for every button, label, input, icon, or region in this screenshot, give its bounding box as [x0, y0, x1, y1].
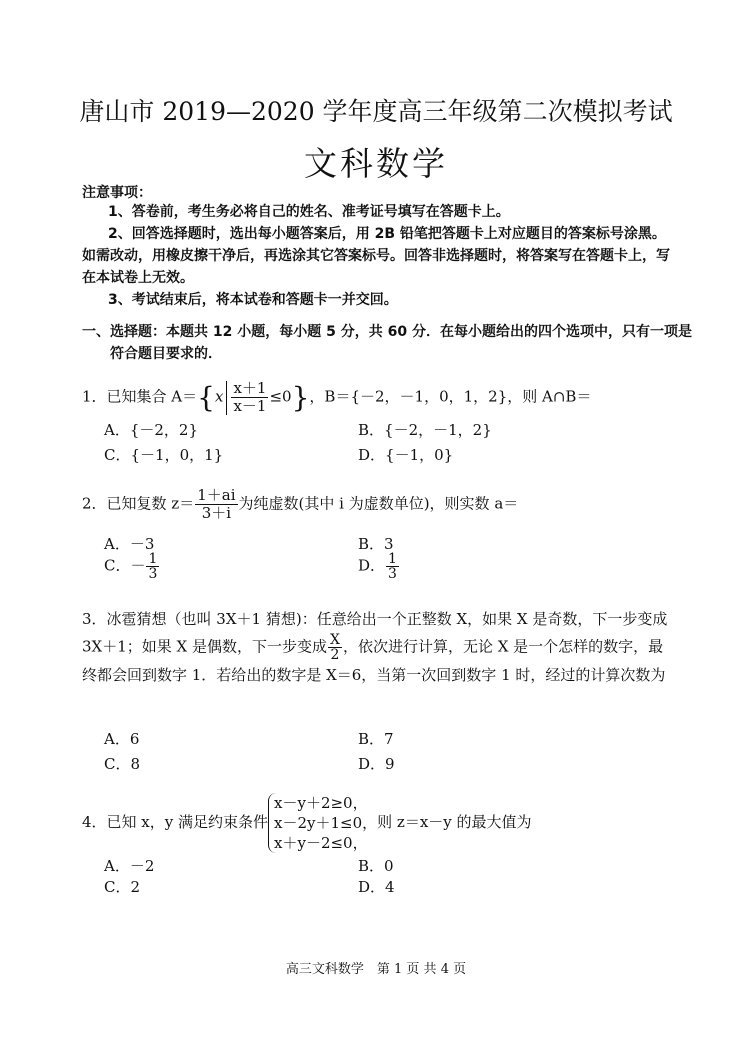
- q4-option-d: D．4: [358, 878, 395, 896]
- q1-frac-num: x＋1: [233, 379, 267, 397]
- q3-text-part2: ，依次进行计算，无论 X 是一个怎样的数字，最终都会回到数字 1．若给出的数字是 X＝6，当第一次回到数字 1 时，经过的计算次数为: [82, 637, 666, 684]
- q1-option-b: B．{－2，－1，2}: [358, 421, 492, 439]
- q2-fraction: [195, 487, 237, 522]
- q2-option-c-den: 3: [148, 566, 158, 582]
- q1-suffix: ，B＝{－2，－1，0，1，2}，则 A∩B＝: [309, 387, 592, 406]
- q4-constraint-2: x－2y＋1≤0，: [274, 814, 378, 832]
- q1-fraction: [231, 380, 268, 415]
- q1-set-var: x: [214, 387, 224, 406]
- q1-right-brace: }: [291, 381, 310, 414]
- q2-option-a: A．－3: [104, 535, 155, 553]
- q4-option-a: A．－2: [104, 857, 155, 875]
- q2-option-d-den: 3: [388, 566, 397, 582]
- q1-left-brace: {: [197, 381, 215, 414]
- q4-prefix: 4．已知 x，y 满足约束条件: [82, 813, 269, 831]
- q1-frac-den: x－1: [233, 397, 267, 415]
- question-4: [82, 793, 532, 853]
- q2-option-d-label: D．: [358, 556, 386, 575]
- q4-option-b: B．0: [358, 857, 394, 875]
- q2-option-c-label: C．－: [104, 556, 146, 575]
- q2-option-c-num: 1: [148, 551, 158, 567]
- q3-fraction: [328, 633, 342, 662]
- q4-constraint-3: x＋y－2≤0，: [274, 834, 368, 852]
- q2-suffix: 为纯虚数(其中 i 为虚数单位)，则实数 a＝: [238, 494, 519, 513]
- exam-title: 唐山市 2019—2020 学年度高三年级第二次模拟考试: [79, 97, 673, 126]
- q2-option-b: B．3: [358, 535, 394, 553]
- page-footer: 高三文科数学 第 1 页 共 4 页: [285, 962, 467, 977]
- section-heading: 一、选择题：本题共 12 小题，每小题 5 分，共 60 分．在每小题给出的四个选项中，只有一项是符合题目要求的．: [82, 324, 692, 362]
- q3-option-d: D．9: [358, 755, 395, 773]
- q3-option-b: B．7: [358, 730, 394, 748]
- notice-item-2: 2、回答选择题时，选出每小题答案后，用 2B 铅笔把答题卡上对应题目的答案标号涂黑。如需改动，用橡皮擦干净后，再选涂其它答案标号。回答非选择题时，将答案写在答题卡上，写在本试卷上无效。: [82, 226, 670, 286]
- q1-set-bar: [226, 381, 227, 415]
- q3-option-a: A．6: [104, 730, 140, 748]
- q3-frac-num: X: [329, 632, 340, 648]
- q2-frac-den: 3＋i: [195, 504, 237, 522]
- notice-heading: 注意事项：: [82, 185, 152, 201]
- notice-item-1: 1、答卷前，考生务必将自己的姓名、准考证号填写在答题卡上。: [108, 204, 510, 220]
- q2-option-d-num: 1: [388, 551, 397, 567]
- q2-prefix: 2．已知复数 z＝: [82, 494, 195, 513]
- q4-suffix: 则 z＝x－y 的最大值为: [377, 813, 532, 831]
- q4-constraint-system: [268, 793, 377, 853]
- q2-option-d: [358, 552, 400, 581]
- q3-option-c: C．8: [104, 755, 141, 773]
- q2-frac-num: 1＋ai: [197, 486, 236, 504]
- q4-option-c: C．2: [104, 878, 141, 896]
- q1-option-d: D．{－1，0}: [358, 446, 454, 464]
- q3-text-part1: 3．冰雹猜想（也叫 3X＋1 猜想)：任意给出一个正整数 X，如果 X 是奇数，下一步变成 3X＋1；如果 X 是偶数，下一步变成: [82, 610, 668, 656]
- q1-option-a: A．{－2，2}: [104, 421, 199, 439]
- subject-title: 文科数学: [304, 144, 448, 183]
- q1-option-c: C．{－1，0，1}: [104, 446, 224, 464]
- q2-option-d-fraction: [386, 552, 399, 581]
- q1-cond: ≤0: [269, 387, 292, 406]
- q4-constraint-1: x－y＋2≥0，: [274, 794, 368, 812]
- notice-item-3: 3、考试结束后，将本试卷和答题卡一并交回。: [108, 292, 398, 308]
- question-3: [82, 606, 672, 689]
- q3-frac-den: 2: [328, 647, 342, 662]
- q1-prefix: 1．已知集合 A＝: [82, 387, 198, 406]
- q2-option-c: [104, 552, 160, 581]
- question-1: [82, 380, 591, 415]
- q2-option-c-fraction: [146, 552, 159, 581]
- question-2: [82, 487, 518, 522]
